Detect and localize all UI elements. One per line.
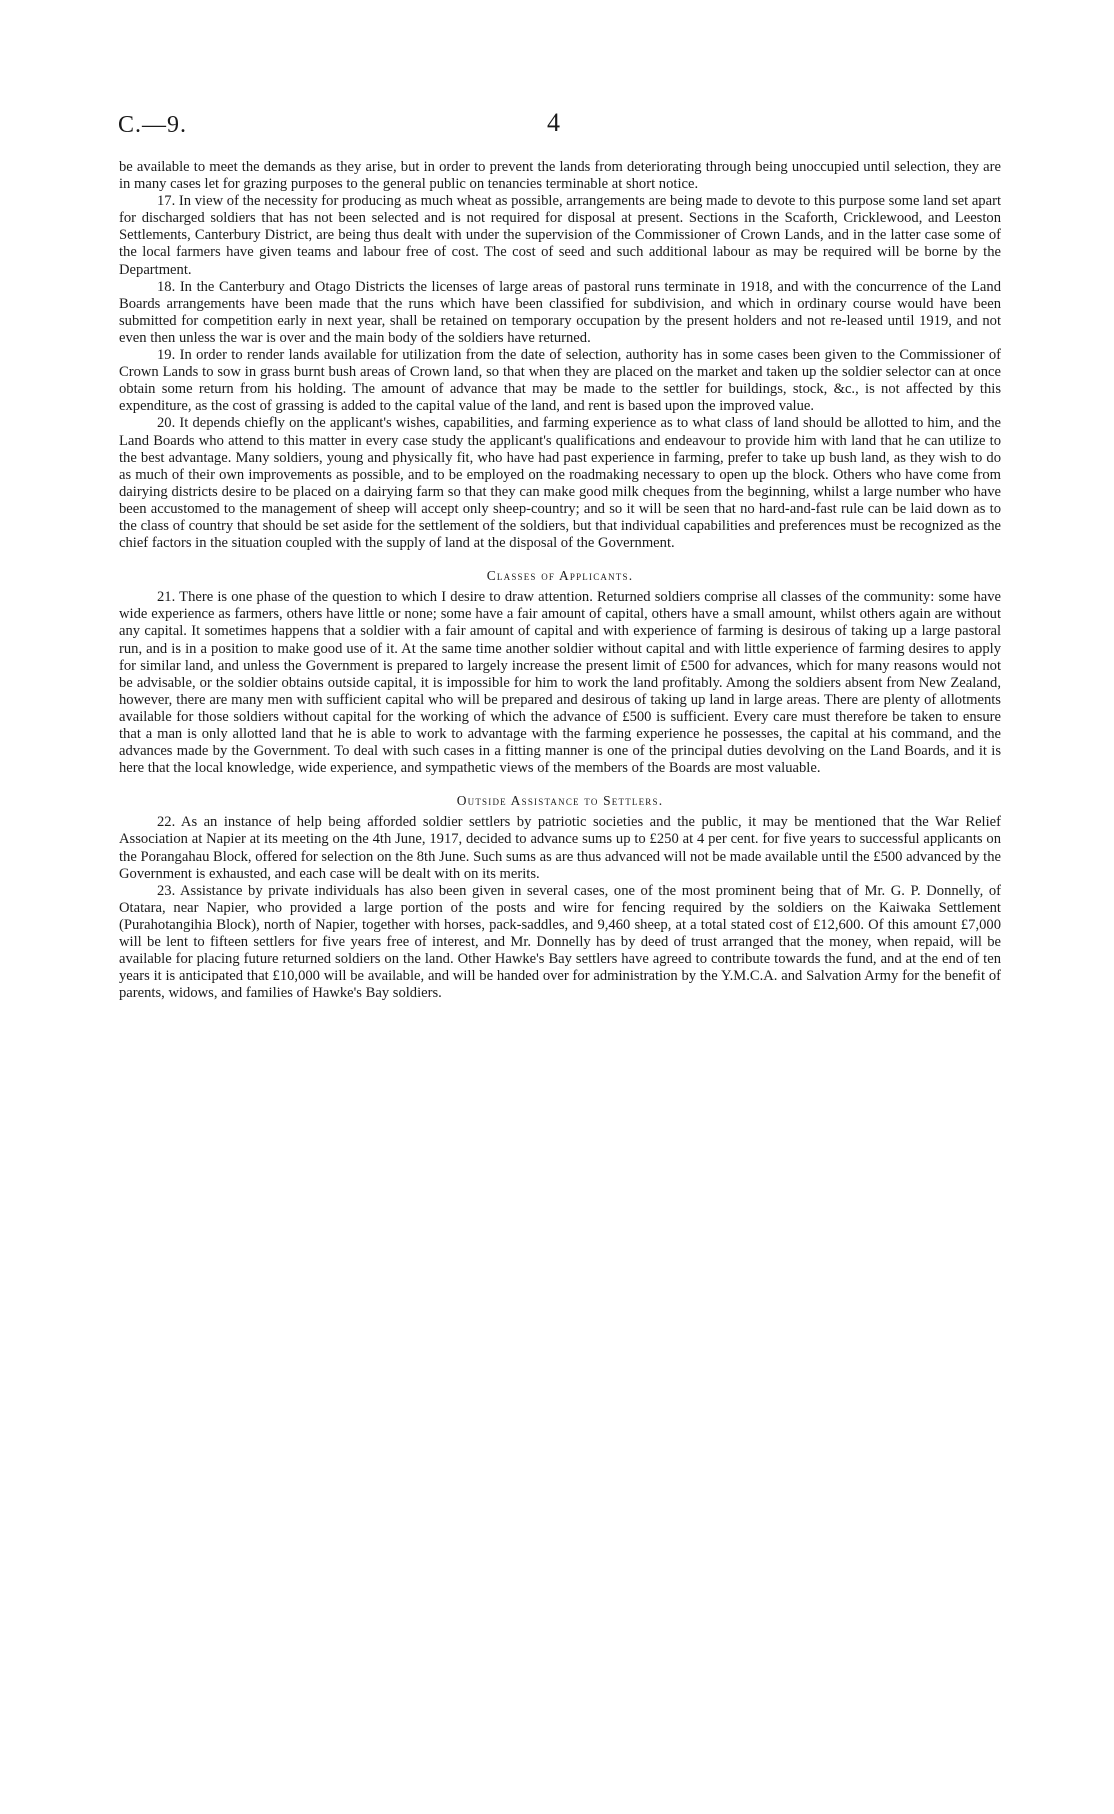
body-text: [119, 159, 1001, 1002]
section-heading-classes-of-applicants: Classes of Applicants.: [486, 568, 634, 584]
paper-reference: C.—9.: [118, 112, 188, 138]
paragraph-18: 18. In the Canterbury and Otago Districts the licenses of large areas of pastoral runs terminate in 1918, and with the concurrence of the Land Boards arrangements have been made that the runs which have been classified for subdivision, and which in ordinary course would have been submitted for competition early in next year, shall be retained on temporary occupation by the present holders and not re-leased until 1919, and not even then unless the war is over and the main body of the soldiers have returned.: [119, 278, 1001, 346]
paragraph-19: 19. In order to render lands available for utilization from the date of selection, authority has in some cases been given to the Commissioner of Crown Lands to sow in grass burnt bush areas of Crown land, so that when they are placed on the market and taken up the soldier selector can at once obtain some return from his holding. The amount of advance that may be made to the settler for buildings, stock, &c., is not affected by this expenditure, as the cost of grassing is added to the capital value of the land, and rent is based upon the improved value.: [119, 347, 1001, 415]
paragraph-17: 17. In view of the necessity for producing as much wheat as possible, arrangements are being made to devote to this purpose some land set apart for discharged soldiers that has not been selected and is not required for disposal at present. Sections in the Scaforth, Cricklewood, and Leeston Settlements, Canterbury District, are being thus dealt with under the supervision of the Commissioner of Crown Lands, and in the latter case some of the local farmers have given teams and labour free of cost. The cost of seed and such additional labour as may be required will be borne by the Department.: [119, 193, 1001, 278]
section-heading-outside-assistance: Outside Assistance to Settlers.: [456, 793, 664, 809]
paragraph-21: 21. There is one phase of the question to which I desire to draw attention. Returned soldiers comprise all classes of the community: some have wide experience as farmers, others have little or none; some have a fair amount of capital, others have a small amount, whilst others again are without any capital. It sometimes happens that a soldier with a fair amount of capital and with experience of farming is desirous of taking up a large pastoral run, and is in a position to make good use of it. At the same time another soldier without capital and with little experience of farming desires to apply for similar land, and unless the Government is prepared to largely increase the present limit of £500 for advances, which for many reasons would not be advisable, or the soldier obtains outside capital, it is impossible for him to work the land profitably. Among the soldiers absent from New Zealand, however, there are many men with sufficient capital who will be prepared and desirous of taking up land in large areas. There are plenty of allotments available for those soldiers without capital for the working of which the advance of £500 is sufficient. Every care must therefore be taken to ensure that a man is only allotted land that he is able to work to advantage with the farming experience he possesses, the capital at his command, and the advances made by the Government. To deal with such cases in a fitting manner is one of the principal duties devolving on the Land Boards, and it is here that the local knowledge, wide experience, and sympathetic views of the members of the Boards are most valuable.: [119, 589, 1001, 777]
paragraph-22: 22. As an instance of help being afforded soldier settlers by patriotic societies and the public, it may be mentioned that the War Relief Association at Napier at its meeting on the 4th June, 1917, decided to advance sums up to £250 at 4 per cent. for five years to successful applicants on the Porangahau Block, offered for selection on the 8th June. Such sums as are thus advanced will not be made available until the £500 advanced by the Government is exhausted, and each case will be dealt with on its merits.: [119, 814, 1001, 882]
paragraph-16-continued: be available to meet the demands as they arise, but in order to prevent the lands from deteriorating through being unoccupied until selection, they are in many cases let for grazing purposes to the general public on tenancies terminable at short notice.: [119, 159, 1001, 193]
paragraph-20: 20. It depends chiefly on the applicant's wishes, capabilities, and farming experience as to what class of land should be allotted to him, and the Land Boards who attend to this matter in every case study the applicant's qualifications and endeavour to provide him with land that he can utilize to the best advantage. Many soldiers, young and physically fit, who have had past experience in farming, prefer to take up bush land, as they wish to do as much of their own improvements as possible, and to be employed on the roadmaking necessary to open up the block. Others who have come from dairying districts desire to be placed on a dairying farm so that they can make good milk cheques from the beginning, whilst a large number who have been accustomed to the management of sheep will accept only sheep-country; and so it will be seen that no hard-and-fast rule can be laid down as to the class of country that should be set aside for the settlement of the soldiers, but that individual capabilities and preferences must be recognized as the chief factors in the situation coupled with the supply of land at the disposal of the Government.: [119, 415, 1001, 552]
page-number: 4: [547, 108, 560, 137]
paragraph-23: 23. Assistance by private individuals has also been given in several cases, one of the most prominent being that of Mr. G. P. Donnelly, of Otatara, near Napier, who provided a large portion of the posts and wire for fencing required by the soldiers on the Kaiwaka Settlement (Purahotangihia Block), north of Napier, together with horses, pack-saddles, and 9,460 sheep, at a total stated cost of £12,600. Of this amount £7,000 will be lent to fifteen settlers for five years free of interest, and Mr. Donnelly has by deed of trust arranged that the money, when repaid, will be available for placing future returned soldiers on the land. Other Hawke's Bay settlers have agreed to contribute towards the fund, and at the end of ten years it is anticipated that £10,000 will be available, and will be handed over for administration by the Y.M.C.A. and Salvation Army for the benefit of parents, widows, and families of Hawke's Bay soldiers.: [119, 882, 1001, 1002]
